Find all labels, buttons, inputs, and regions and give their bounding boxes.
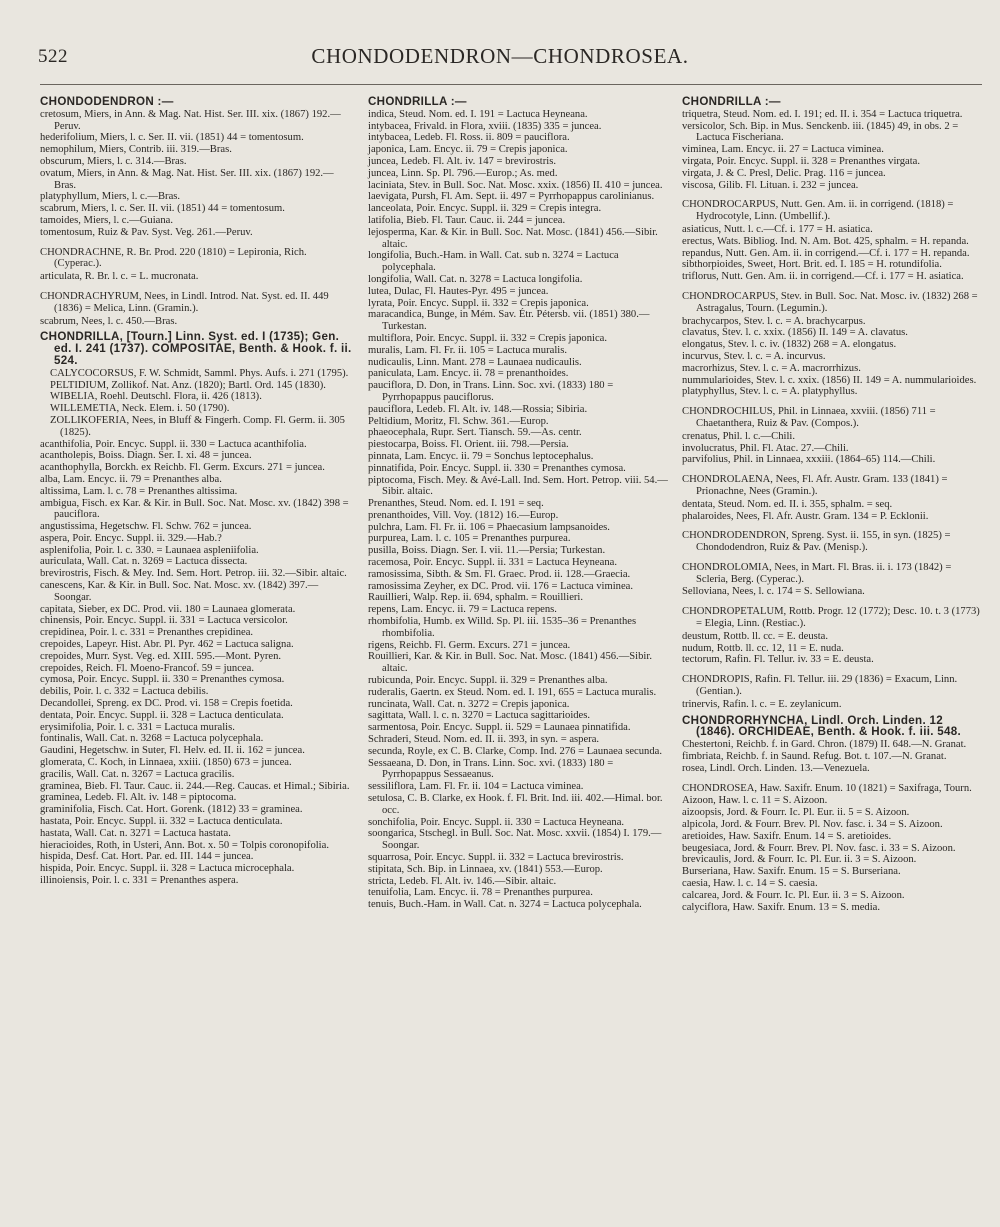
species-entry: pulchra, Lam. Fl. Fr. ii. 106 = Phaecasium lampsanoides.	[368, 521, 610, 533]
species-entry: Prenanthes, Steud. Nom. ed. I. 191 = seq.	[368, 498, 544, 510]
genus-heading: CHONDRILLA, [Tourn.] Linn. Syst. ed. I (1735); Gen. ed. I. 241 (1737). COMPOSITAE, Benth. & Hook. f. ii. 524.	[40, 330, 352, 367]
species-entry: cretosum, Miers, in Ann. & Mag. Nat. Hist. Ser. III. xix. (1867) 192.—Peruv.	[40, 108, 341, 132]
species-entry: Aizoon, Haw. l. c. 11 = S. Aizoon.	[682, 795, 828, 807]
species-entry: ovatum, Miers, in Ann. & Mag. Nat. Hist. Ser. III. xix. (1867) 192.—Bras.	[40, 167, 334, 191]
species-entry: piptocoma, Fisch. Mey. & Avé-Lall. Ind. Sem. Hort. Petrop. viii. 54.—Sibir. altaic.	[368, 474, 668, 498]
species-entry: japonica, Lam. Encyc. ii. 79 = Crepis japonica.	[368, 144, 568, 156]
species-entry: tenuis, Buch.-Ham. in Wall. Cat. n. 3274 = Lactuca polycephala.	[368, 899, 642, 911]
species-entry: sessiliflora, Lam. Fl. Fr. ii. 104 = Lactuca viminea.	[368, 781, 584, 793]
species-entry: pauciflora, Ledeb. Fl. Alt. iv. 148.—Rossia; Sibiria.	[368, 403, 588, 415]
species-entry: erectus, Wats. Bibliog. Ind. N. Am. Bot. 425, sphalm. = H. repanda.	[682, 235, 969, 247]
species-entry: clavatus, Stev. l. c. xxix. (1856) II. 149 = A. clavatus.	[682, 327, 908, 339]
genus-heading: CHONDROLAENA, Nees, Fl. Afr. Austr. Gram. 133 (1841) = Prionachne, Nees (Gramin.).	[682, 474, 948, 497]
species-entry: phaeocephala, Rupr. Sert. Tiansch. 59.—As. centr.	[368, 427, 582, 439]
species-entry: maracandica, Bunge, in Mém. Sav. Étr. Pétersb. vii. (1851) 380.—Turkestan.	[368, 309, 650, 333]
species-entry: ramosissima, Sibth. & Sm. Fl. Graec. Prod. ii. 128.—Graecia.	[368, 568, 631, 580]
species-entry: virgata, Poir. Encyc. Suppl. ii. 328 = Prenanthes virgata.	[682, 155, 921, 167]
species-entry: acanthophylla, Borckh. ex Reichb. Fl. Germ. Excurs. 271 = juncea.	[40, 462, 325, 474]
species-entry: obscurum, Miers, l. c. 314.—Bras.	[40, 155, 187, 167]
species-entry: stricta, Ledeb. Fl. Alt. iv. 146.—Sibir. altaic.	[368, 875, 557, 887]
species-entry: alpicola, Jord. & Fourr. Brev. Pl. Nov. fasc. i. 34 = S. Aizoon.	[682, 819, 943, 831]
species-entry: involucratus, Phil. Fl. Atac. 27.—Chili.	[682, 442, 849, 454]
species-entry: hastata, Wall. Cat. n. 3271 = Lactuca hastata.	[40, 827, 231, 839]
species-entry: lyrata, Poir. Encyc. Suppl. ii. 332 = Crepis japonica.	[368, 297, 589, 309]
species-entry: intybacea, Ledeb. Fl. Ross. ii. 809 = pauciflora.	[368, 132, 570, 144]
species-entry: glomerata, C. Koch, in Linnaea, xxiii. (1850) 673 = juncea.	[40, 757, 292, 769]
genus-heading: CHONDROCARPUS, Nutt. Gen. Am. ii. in corrigend. (1818) = Hydrocotyle, Linn. (Umbellif.).	[682, 199, 954, 223]
species-entry: incurvus, Stev. l. c. = A. incurvus.	[682, 350, 826, 362]
genus-heading: CHONDROCHILUS, Phil. in Linnaea, xxviii. (1856) 711 = Chaetanthera, Ruiz & Pav. (Compos.).	[682, 406, 936, 429]
species-entry: pinnata, Lam. Encyc. ii. 79 = Sonchus leptocephalus.	[368, 450, 594, 462]
genus-heading: CHONDODENDRON :—	[40, 95, 174, 108]
species-entry: hispida, Poir. Encyc. Suppl. ii. 328 = Lactuca microcephala.	[40, 863, 295, 875]
species-entry: repandus, Nutt. Gen. Am. ii. in corrigend.—Cf. i. 177 = H. repanda.	[682, 247, 970, 259]
species-entry: rigens, Reichb. Fl. Germ. Excurs. 271 = juncea.	[368, 639, 571, 651]
species-entry: articulata, R. Br. l. c. = L. mucronata.	[40, 271, 199, 283]
species-entry: setulosa, C. B. Clarke, ex Hook. f. Fl. Brit. Ind. iii. 402.—Himal. bor. occ.	[368, 793, 663, 816]
genus-heading: CHONDRILLA :—	[682, 95, 781, 108]
species-entry: acanthifolia, Poir. Encyc. Suppl. ii. 330 = Lactuca acanthifolia.	[40, 438, 307, 450]
species-entry: Schraderi, Steud. Nom. ed. II. ii. 393, in syn. = aspera.	[368, 734, 600, 746]
species-entry: laciniata, Stev. in Bull. Soc. Nat. Mosc. xxix. (1856) II. 410 = juncea.	[368, 179, 663, 191]
species-entry: aspera, Poir. Encyc. Suppl. ii. 329.—Hab.?	[40, 532, 222, 544]
species-entry: piestocarpa, Boiss. Fl. Orient. iii. 798.—Persia.	[368, 439, 569, 451]
species-entry: aretioides, Haw. Saxifr. Enum. 14 = S. aretioides.	[682, 830, 892, 842]
running-head: CHONDODENDRON—CHONDROSEA.	[311, 44, 689, 68]
species-entry: ramosissima Zeyher, ex DC. Prod. vii. 176 = Lactuca viminea.	[368, 580, 634, 592]
species-entry: stipitata, Sch. Bip. in Linnaea, xv. (1841) 553.—Europ.	[368, 863, 603, 875]
species-entry: ZOLLIKOFERIA, Nees, in Bluff & Fingerh. Comp. Fl. Germ. ii. 305 (1825).	[50, 414, 345, 438]
species-entry: racemosa, Poir. Encyc. Suppl. ii. 331 = Lactuca Heyneana.	[368, 557, 617, 569]
species-entry: tamoides, Miers, l. c.—Guiana.	[40, 214, 173, 226]
species-entry: brachycarpos, Stev. l. c. = A. brachycarpus.	[682, 315, 866, 327]
species-entry: soongarica, Stschegl. in Bull. Soc. Nat. Mosc. xxvii. (1854) I. 179.—Soongar.	[368, 828, 662, 852]
species-entry: intybacea, Frivald. in Flora, xviii. (1835) 335 = juncea.	[368, 120, 602, 132]
species-entry: sibthorpioides, Sweet, Hort. Brit. ed. I. 185 = H. rotundifolia.	[682, 259, 942, 271]
genus-heading: CHONDROLOMIA, Nees, in Mart. Fl. Bras. ii. i. 173 (1842) = Scleria, Berg. (Cyperac.).	[682, 561, 952, 585]
species-entry: hieracioides, Roth, in Usteri, Ann. Bot. x. 50 = Tolpis coronopifolia.	[40, 839, 329, 851]
species-entry: calcarea, Jord. & Fourr. Ic. Pl. Eur. ii. 3 = S. Aizoon.	[682, 889, 905, 901]
species-entry: nudum, Rottb. ll. cc. 12, 11 = E. nuda.	[682, 642, 844, 654]
species-entry: rhombifolia, Humb. ex Willd. Sp. Pl. iii. 1535–36 = Prenanthes rhombifolia.	[368, 616, 637, 639]
species-entry: tomentosum, Ruiz & Pav. Syst. Veg. 261.—Peruv.	[40, 226, 253, 238]
genus-heading: CHONDRORHYNCHA, Lindl. Orch. Linden. 12 (1846). ORCHIDEAE, Benth. & Hook. f. iii. 548.	[682, 713, 962, 739]
species-entry: auriculata, Wall. Cat. n. 3269 = Lactuca dissecta.	[40, 556, 248, 568]
header-rule	[40, 84, 982, 85]
species-entry: sarmentosa, Poir. Encyc. Suppl. ii. 529 = Launaea pinnatifida.	[368, 722, 631, 734]
species-entry: lanceolata, Poir. Encyc. Suppl. ii. 329 = Crepis integra.	[368, 203, 602, 215]
species-entry: crepoides, Murr. Syst. Veg. ed. XIII. 595.—Mont. Pyren.	[40, 650, 282, 662]
species-entry: Rauillieri, Walp. Rep. ii. 694, sphalm. = Rouillieri.	[368, 592, 584, 604]
species-entry: WIBELIA, Roehl. Deutschl. Flora, ii. 426 (1813).	[50, 391, 262, 403]
species-entry: nemophilum, Miers, Contrib. iii. 319.—Bras.	[40, 144, 232, 156]
species-entry: WILLEMETIA, Neck. Elem. i. 50 (1790).	[50, 403, 230, 415]
species-entry: CALYCOCORSUS, F. W. Schmidt, Samml. Phys. Aufs. i. 271 (1795).	[50, 367, 349, 379]
species-entry: fimbriata, Reichb. f. in Saund. Refug. Bot. t. 107.—N. Granat.	[682, 751, 947, 763]
species-entry: altissima, Lam. l. c. 78 = Prenanthes altissima.	[40, 485, 238, 497]
species-entry: canescens, Kar. & Kir. in Bull. Soc. Nat. Mosc. xv. (1842) 397.—Soongar.	[40, 580, 319, 603]
species-entry: platyphyllum, Miers, l. c.—Bras.	[40, 191, 181, 203]
species-entry: Sessaeana, D. Don, in Trans. Linn. Soc. xvi. (1833) 180 = Pyrrhopappus Sessaeanus.	[368, 757, 614, 781]
species-entry: graminea, Bieb. Fl. Taur. Cauc. ii. 244.—Reg. Caucas. et Himal.; Sibiria.	[40, 780, 350, 792]
species-entry: runcinata, Wall. Cat. n. 3272 = Crepis japonica.	[368, 698, 570, 710]
species-entry: calyciflora, Haw. Saxifr. Enum. 13 = S. media.	[682, 901, 880, 913]
species-entry: alba, Lam. Encyc. ii. 79 = Prenanthes alba.	[40, 473, 222, 485]
species-entry: debilis, Poir. l. c. 332 = Lactuca debilis.	[40, 686, 209, 698]
species-entry: hispida, Desf. Cat. Hort. Par. ed. III. 144 = juncea.	[40, 851, 254, 863]
species-entry: sagittata, Wall. l. c. n. 3270 = Lactuca sagittarioides.	[368, 710, 591, 722]
genus-heading: CHONDRACHYRUM, Nees, in Lindl. Introd. Nat. Syst. ed. II. 449 (1836) = Melica, Linn. (Gramin.).	[40, 290, 329, 314]
genus-heading: CHONDRILLA :—	[368, 95, 467, 108]
species-entry: repens, Lam. Encyc. ii. 79 = Lactuca repens.	[368, 604, 557, 616]
species-entry: Peltidium, Moritz, Fl. Schw. 361.—Europ.	[368, 415, 549, 427]
species-entry: versicolor, Sch. Bip. in Mus. Senckenb. iii. (1845) 49, in obs. 2 = Lactuca Fischeriana.	[682, 120, 959, 144]
species-entry: scabrum, Miers, l. c. Ser. II. vii. (1851) 44 = tomentosum.	[40, 203, 285, 215]
species-entry: multiflora, Poir. Encyc. Suppl. ii. 332 = Crepis japonica.	[368, 332, 608, 344]
species-entry: pusilla, Boiss. Diagn. Ser. I. vii. 11.—Persia; Turkestan.	[368, 545, 606, 557]
species-entry: asiaticus, Nutt. l. c.—Cf. i. 177 = H. asiatica.	[682, 223, 873, 235]
species-entry: PELTIDIUM, Zollikof. Nat. Anz. (1820); Bartl. Ord. 145 (1830).	[50, 379, 326, 391]
species-entry: acantholepis, Boiss. Diagn. Ser. I. xi. 48 = juncea.	[40, 450, 252, 462]
column-3	[682, 92, 982, 913]
species-entry: lutea, Dulac, Fl. Hautes-Pyr. 495 = juncea.	[368, 285, 549, 297]
species-entry: pinnatifida, Poir. Encyc. Suppl. ii. 330 = Prenanthes cymosa.	[368, 462, 626, 474]
species-entry: Rouillieri, Kar. & Kir. in Bull. Soc. Nat. Mosc. (1841) 456.—Sibir. altaic.	[368, 651, 652, 675]
species-entry: asplenifolia, Poir. l. c. 330. = Launaea aspleniifolia.	[40, 544, 259, 556]
species-entry: rosea, Lindl. Orch. Linden. 13.—Venezuela.	[682, 762, 870, 774]
genus-heading: CHONDROPIS, Rafin. Fl. Tellur. iii. 29 (1836) = Exacum, Linn. (Gentian.).	[682, 674, 958, 698]
species-entry: crepoides, Lapeyr. Hist. Abr. Pl. Pyr. 462 = Lactuca saligna.	[40, 639, 294, 651]
species-entry: brevicaulis, Jord. & Fourr. Ic. Pl. Eur. ii. 3 = S. Aizoon.	[682, 854, 917, 866]
species-entry: Gaudini, Hegetschw. in Suter, Fl. Helv. ed. II. ii. 162 = juncea.	[40, 745, 305, 757]
species-entry: lejosperma, Kar. & Kir. in Bull. Soc. Nat. Mosc. (1841) 456.—Sibir. altaic.	[368, 226, 658, 250]
species-entry: macrorhizus, Stev. l. c. = A. macrorrhizus.	[682, 362, 861, 374]
species-entry: prenanthoides, Vill. Voy. (1812) 16.—Europ.	[368, 509, 559, 521]
species-entry: nudicaulis, Linn. Mant. 278 = Launaea nudicaulis.	[368, 356, 582, 368]
species-entry: paniculata, Lam. Encyc. ii. 78 = prenanthoides.	[368, 368, 569, 380]
species-entry: chinensis, Poir. Encyc. Suppl. ii. 331 = Lactuca versicolor.	[40, 615, 288, 627]
species-entry: gracilis, Wall. Cat. n. 3267 = Lactuca gracilis.	[40, 768, 235, 780]
species-entry: caesia, Haw. l. c. 14 = S. caesia.	[682, 878, 818, 890]
species-entry: tenuifolia, Lam. Encyc. ii. 78 = Prenanthes purpurea.	[368, 887, 593, 899]
species-entry: dentata, Steud. Nom. ed. II. i. 355, sphalm. = seq.	[682, 498, 893, 510]
species-entry: latifolia, Bieb. Fl. Taur. Cauc. ii. 244 = juncea.	[368, 214, 566, 226]
species-entry: rubicunda, Poir. Encyc. Suppl. ii. 329 = Prenanthes alba.	[368, 675, 608, 687]
species-entry: capitata, Sieber, ex DC. Prod. vii. 180 = Launaea glomerata.	[40, 603, 296, 615]
species-entry: hastata, Poir. Encyc. Suppl. ii. 332 = Lactuca denticulata.	[40, 816, 283, 828]
species-entry: graminea, Ledeb. Fl. Alt. iv. 148 = piptocoma.	[40, 792, 237, 804]
species-entry: longifolia, Buch.-Ham. in Wall. Cat. sub n. 3274 = Lactuca polycephala.	[368, 250, 619, 274]
species-entry: Burseriana, Haw. Saxifr. Enum. 15 = S. Burseriana.	[682, 866, 901, 878]
species-entry: viminea, Lam. Encyc. ii. 27 = Lactuca viminea.	[682, 144, 884, 156]
species-entry: tectorum, Rafin. Fl. Tellur. iv. 33 = E. deusta.	[682, 654, 874, 666]
species-entry: triquetra, Steud. Nom. ed. I. 191; ed. II. i. 354 = Lactuca triquetra.	[682, 108, 963, 120]
species-entry: phalaroides, Nees, Fl. Afr. Austr. Gram. 134 = P. Ecklonii.	[682, 510, 929, 522]
species-entry: pauciflora, D. Don, in Trans. Linn. Soc. xvi. (1833) 180 = Pyrrhopappus pauciflorus.	[368, 380, 614, 403]
species-entry: nummularioides, Stev. l. c. xxix. (1856) II. 149 = A. nummularioides.	[682, 374, 977, 386]
species-entry: viscosa, Gilib. Fl. Lituan. i. 232 = juncea.	[682, 179, 859, 191]
column-2	[368, 92, 670, 911]
species-entry: trinervis, Rafin. l. c. = E. zeylanicum.	[682, 698, 842, 710]
species-entry: illinoiensis, Poir. l. c. 331 = Prenanthes aspera.	[40, 875, 239, 886]
species-entry: dentata, Poir. Encyc. Suppl. ii. 328 = Lactuca denticulata.	[40, 709, 284, 721]
species-entry: cymosa, Poir. Encyc. Suppl. ii. 330 = Prenanthes cymosa.	[40, 674, 285, 686]
species-entry: graminifolia, Fisch. Cat. Hort. Gorenk. (1812) 33 = graminea.	[40, 804, 303, 816]
species-entry: virgata, J. & C. Presl, Delic. Prag. 116 = juncea.	[682, 167, 886, 179]
species-entry: purpurea, Lam. l. c. 105 = Prenanthes purpurea.	[368, 533, 571, 545]
page-number: 522	[38, 46, 68, 67]
species-entry: fontinalis, Wall. Cat. n. 3268 = Lactuca polycephala.	[40, 733, 264, 745]
species-entry: Chestertoni, Reichb. f. in Gard. Chron. (1879) II. 648.—N. Granat.	[682, 739, 967, 751]
species-entry: ruderalis, Gaertn. ex Steud. Nom. ed. I. 191, 655 = Lactuca muralis.	[368, 686, 657, 698]
species-entry: crepoides, Reich. Fl. Moeno-Francof. 59 = juncea.	[40, 662, 254, 674]
genus-heading: CHONDROPETALUM, Rottb. Progr. 12 (1772); Desc. 10. t. 3 (1773) = Elegia, Linn. (Restiac.).	[682, 606, 980, 630]
genus-heading: CHONDROCARPUS, Stev. in Bull. Soc. Nat. Mosc. iv. (1832) 268 = Astragalus, Tourn. (Legumin.).	[682, 290, 978, 314]
species-entry: brevirostris, Fisch. & Mey. Ind. Sem. Hort. Petrop. iii. 32.—Sibir. altaic.	[40, 568, 347, 580]
species-entry: sonchifolia, Poir. Encyc. Suppl. ii. 330 = Lactuca Heyneana.	[368, 816, 625, 828]
species-entry: scabrum, Nees, l. c. 450.—Bras.	[40, 315, 178, 327]
species-entry: juncea, Linn. Sp. Pl. 796.—Europ.; As. med.	[368, 167, 558, 179]
species-entry: squarrosa, Poir. Encyc. Suppl. ii. 332 = Lactuca brevirostris.	[368, 852, 624, 863]
species-entry: elongatus, Stev. l. c. iv. (1832) 268 = A. elongatus.	[682, 339, 897, 351]
species-entry: erysimifolia, Poir. l. c. 331 = Lactuca muralis.	[40, 721, 235, 733]
genus-heading: CHONDROSEA, Haw. Saxifr. Enum. 10 (1821) = Saxifraga, Tourn.	[682, 782, 972, 794]
species-entry: deustum, Rottb. ll. cc. = E. deusta.	[682, 630, 829, 642]
species-entry: secunda, Royle, ex C. B. Clarke, Comp. Ind. 276 = Launaea secunda.	[368, 745, 662, 757]
species-entry: laevigata, Pursh, Fl. Am. Sept. ii. 497 = Pyrrhopappus carolinianus.	[368, 191, 655, 203]
column-1	[40, 92, 352, 887]
species-entry: juncea, Ledeb. Fl. Alt. iv. 147 = brevirostris.	[368, 155, 556, 167]
species-entry: beugesiaca, Jord. & Fourr. Brev. Pl. Nov. fasc. i. 33 = S. Aizoon.	[682, 842, 956, 854]
species-entry: platyphyllus, Stev. l. c. = A. platyphyllus.	[682, 386, 858, 398]
species-entry: indica, Steud. Nom. ed. I. 191 = Lactuca Heyneana.	[368, 108, 588, 120]
species-entry: crepidinea, Poir. l. c. 331 = Prenanthes crepidinea.	[40, 627, 254, 639]
species-entry: longifolia, Wall. Cat. n. 3278 = Lactuca longifolia.	[368, 273, 583, 285]
species-entry: triflorus, Nutt. Gen. Am. ii. in corrigend.—Cf. i. 177 = H. asiatica.	[682, 271, 964, 283]
species-entry: angustissima, Hegetschw. Fl. Schw. 762 = juncea.	[40, 521, 252, 533]
species-entry: parvifolius, Phil. in Linnaea, xxxiii. (1864–65) 114.—Chili.	[682, 454, 936, 466]
species-entry: muralis, Lam. Fl. Fr. ii. 105 = Lactuca muralis.	[368, 344, 567, 356]
species-entry: aizoopsis, Jord. & Fourr. Ic. Pl. Eur. ii. 5 = S. Aizoon.	[682, 807, 910, 819]
species-entry: crenatus, Phil. l. c.—Chili.	[682, 430, 795, 442]
species-entry: Decandollei, Spreng. ex DC. Prod. vi. 158 = Crepis foetida.	[40, 698, 293, 710]
genus-heading: CHONDRODENDRON, Spreng. Syst. ii. 155, in syn. (1825) = Chondodendron, Ruiz & Pav. (Menisp.).	[682, 530, 951, 554]
species-entry: hederifolium, Miers, l. c. Ser. II. vii. (1851) 44 = tomentosum.	[40, 132, 304, 144]
genus-heading: CHONDRACHNE, R. Br. Prod. 220 (1810) = Lepironia, Rich. (Cyperac.).	[40, 246, 307, 270]
species-entry: ambigua, Fisch. ex Kar. & Kir. in Bull. Soc. Nat. Mosc. xv. (1842) 398 = pauciflora.	[40, 497, 349, 521]
species-entry: Selloviana, Nees, l. c. 174 = S. Sellowiana.	[682, 586, 865, 598]
